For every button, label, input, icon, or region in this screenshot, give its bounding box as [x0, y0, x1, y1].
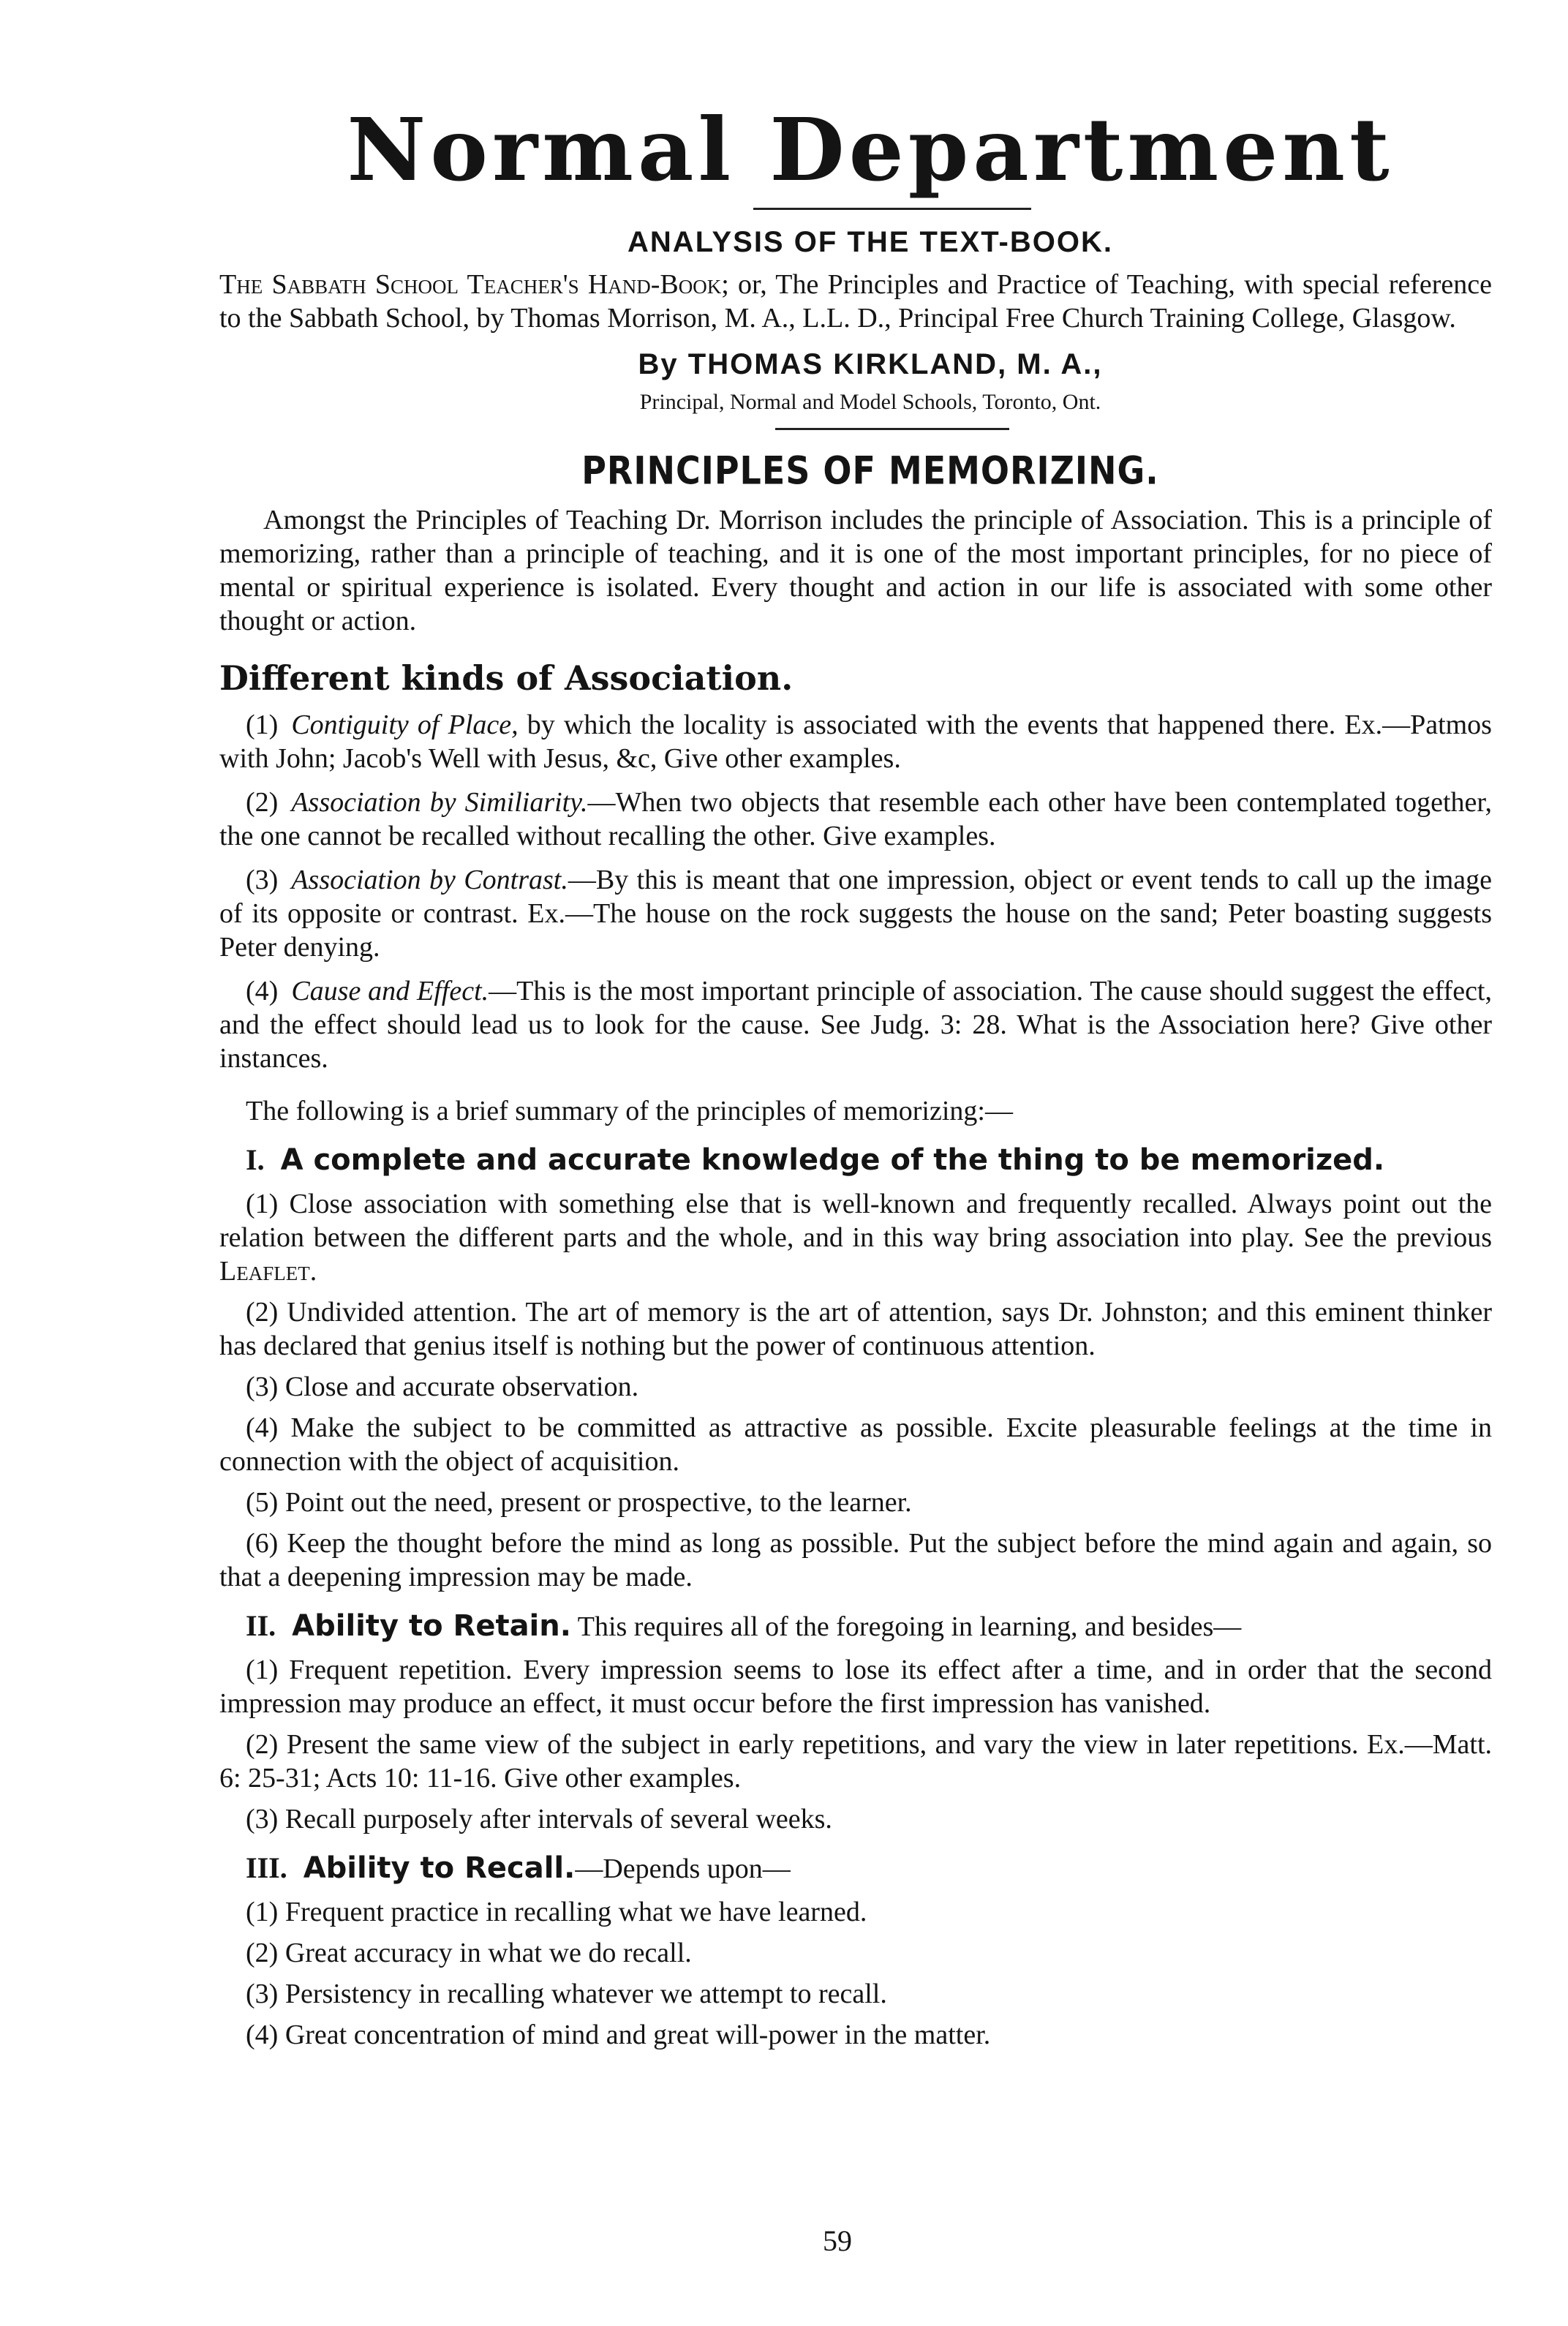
- roman-numeral: I.: [246, 1143, 265, 1176]
- list-item: [219, 1802, 1492, 1836]
- item-smallcaps: Leaflet.: [219, 1256, 317, 1287]
- kind-item: [219, 708, 1492, 775]
- section-title: Ability to Recall.: [303, 1851, 576, 1885]
- item-text: Make the subject to be committed as attractive as possible. Excite pleasurable feelings at the time in connection with the object of acquisition.: [219, 1412, 1492, 1477]
- list-item: [219, 1728, 1492, 1795]
- author-line: By THOMAS KIRKLAND, M. A.,: [638, 348, 1103, 380]
- item-label: Association by Similiarity.: [291, 787, 588, 818]
- roman-numeral: II.: [246, 1609, 276, 1642]
- kind-item: [219, 863, 1492, 964]
- summary-intro: The following is a brief summary of the principles of memorizing:—: [246, 1096, 1013, 1126]
- item-number: (1): [246, 1189, 279, 1219]
- item-text: Great concentration of mind and great will-power in the matter.: [284, 2020, 991, 2050]
- item-number: (3): [246, 1979, 279, 2009]
- item-text: Undivided attention. The art of memory is the art of attention, says Dr. Johnston; and this eminent thinker has declared that genius itself is nothing but the power of continuous attention.: [219, 1297, 1492, 1361]
- item-text: Close association with something else that is well-known and frequently recalled. Always point out the relation between the different parts and the whole, and in this way bring association into play. See the previous: [219, 1189, 1493, 1253]
- kind-item: [219, 974, 1492, 1075]
- item-label: Association by Contrast.: [291, 865, 568, 895]
- list-item: [219, 1295, 1492, 1363]
- list-item: [219, 2018, 1492, 2052]
- kinds-list: [219, 708, 1492, 1075]
- list-item: [219, 1370, 1492, 1404]
- analysis-heading: ANALYSIS OF THE TEXT-BOOK.: [627, 226, 1113, 258]
- section-heading: [219, 1141, 1492, 1180]
- section-title: A complete and accurate knowledge of the thing to be memorized.: [280, 1143, 1385, 1177]
- item-number: (2): [246, 1729, 279, 1760]
- item-number: (1): [246, 1655, 279, 1685]
- book-title: The Sabbath School Teacher's Hand-Book: [219, 269, 722, 300]
- intro-paragraph: Amongst the Principles of Teaching Dr. Morrison includes the principle of Association. This is a principle of memorizing, rather than a principle of teaching, and it is one of the most important principles, for no piece of mental or spiritual experience is isolated. Every thought and action in our life is associated with some other thought or action.: [219, 505, 1492, 636]
- item-label: Cause and Effect.: [291, 976, 489, 1006]
- item-text: Frequent practice in recalling what we have learned.: [284, 1897, 867, 1927]
- item-number: (3): [246, 1371, 279, 1402]
- section-heading: [219, 1849, 1492, 1888]
- item-number: (2): [246, 787, 279, 818]
- principles-heading: PRINCIPLES OF MEMORIZING.: [581, 447, 1159, 494]
- list-item: [219, 1977, 1492, 2011]
- item-text: —By this is meant that one impression, object or event tends to call up the image of its opposite or contrast. Ex.—The house on the rock suggests the house on the sand; Peter boasting suggests Peter denying.: [219, 865, 1492, 963]
- masthead-title: Normal Department: [347, 99, 1394, 200]
- document-page: [219, 95, 1492, 2052]
- item-text: Frequent repetition. Every impression seems to lose its effect after a time, and in order that the second impression may produce an effect, it must occur before the first impression has vanished.: [219, 1655, 1493, 1719]
- item-number: (4): [246, 1412, 279, 1443]
- item-number: (4): [246, 976, 279, 1006]
- list-item: [219, 1936, 1492, 1970]
- item-text: Great accuracy in what we do recall.: [284, 1938, 692, 1968]
- item-number: (4): [246, 2020, 279, 2050]
- top-rule: [753, 208, 1031, 210]
- item-text: —This is the most important principle of association. The cause should suggest the effect, and the effect should lead us to look for the cause. See Judg. 3: 28. What is the Association here? Give other instances.: [219, 976, 1492, 1074]
- item-number: (3): [246, 1804, 279, 1834]
- book-citation-rest: ; or, The Principles and Practice of Teaching, with special reference to the Sabbath School, by Thomas Morrison, M. A., L.L. D., Principal Free Church Training College, Glasgow.: [219, 269, 1492, 334]
- item-text: Point out the need, present or prospective, to the learner.: [284, 1487, 912, 1518]
- item-text: by which the locality is associated with the events that happened there. Ex.—Patmos with John; Jacob's Well with Jesus, &c, Give other examples.: [219, 710, 1492, 774]
- item-text: Close and accurate observation.: [284, 1371, 639, 1402]
- list-item: [219, 1411, 1492, 1478]
- section-title: Ability to Retain.: [292, 1609, 571, 1643]
- list-item: [219, 1895, 1492, 1929]
- item-text: Present the same view of the subject in early repetitions, and vary the view in later repetitions. Ex.—Matt. 6: 25-31; Acts 10: 11-16. Give other examples.: [219, 1729, 1493, 1794]
- list-item: [219, 1653, 1492, 1720]
- section-title-rest: This requires all of the foregoing in learning, and besides—: [570, 1611, 1242, 1642]
- list-item: [219, 1187, 1492, 1288]
- kind-item: [219, 786, 1492, 853]
- item-number: (2): [246, 1938, 279, 1968]
- item-number: (3): [246, 865, 279, 895]
- item-number: (1): [246, 1897, 279, 1927]
- list-item: [219, 1527, 1492, 1594]
- item-text: Persistency in recalling whatever we attempt to recall.: [284, 1979, 887, 2009]
- item-label: Contiguity of Place,: [291, 710, 519, 740]
- list-item: [219, 1486, 1492, 1519]
- item-number: (6): [246, 1528, 279, 1559]
- item-text: Keep the thought before the mind as long as possible. Put the subject before the mind again and again, so that a deepening impression may be made.: [219, 1528, 1492, 1592]
- item-number: (2): [246, 1297, 279, 1328]
- section-heading: [219, 1607, 1492, 1646]
- section-rule: [775, 428, 1009, 430]
- item-text: Recall purposely after intervals of several weeks.: [284, 1804, 832, 1834]
- kinds-heading: Different kinds of Association.: [219, 658, 794, 698]
- book-citation: [219, 268, 1492, 335]
- author-affiliation: Principal, Normal and Model Schools, Toronto, Ont.: [639, 390, 1101, 414]
- item-number: (1): [246, 710, 279, 740]
- roman-numeral: III.: [246, 1851, 287, 1884]
- page-number: 59: [823, 2224, 852, 2257]
- item-text: —When two objects that resemble each other have been contemplated together, the one cannot be recalled without recalling the other. Give examples.: [219, 787, 1493, 851]
- item-number: (5): [246, 1487, 279, 1518]
- section-title-rest: —Depends upon—: [575, 1853, 791, 1884]
